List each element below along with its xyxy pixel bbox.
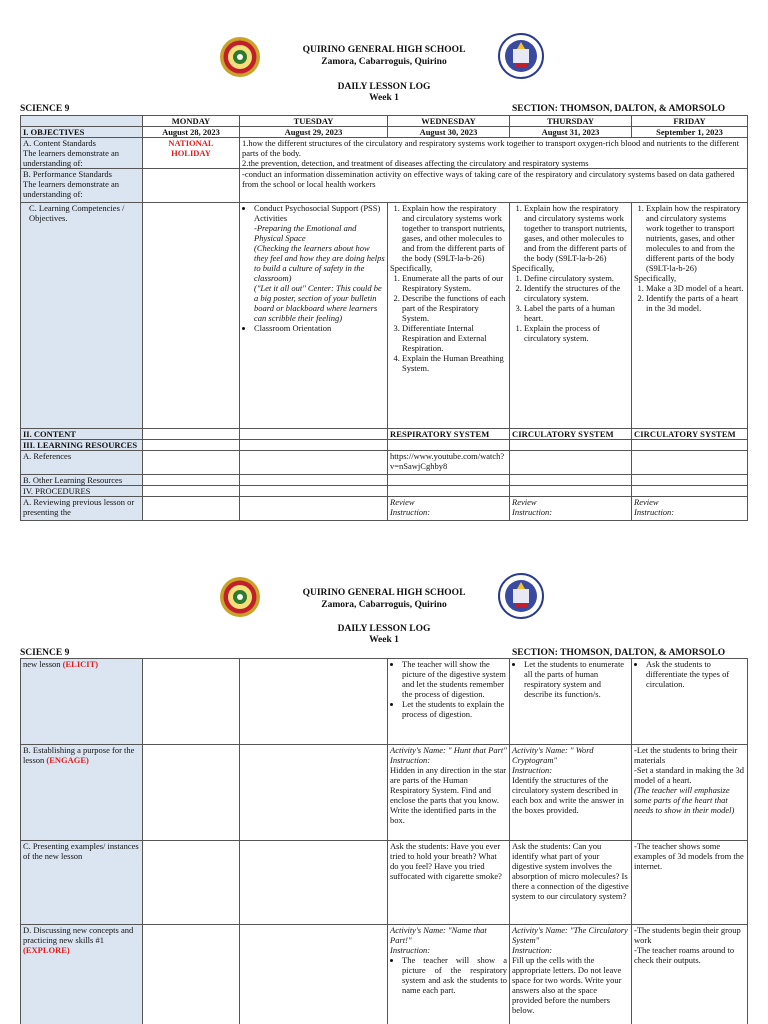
lesson-log-table-page-1 — [20, 115, 748, 521]
day-tuesday: TUESDAY — [240, 116, 388, 127]
elicit-label: new lesson (ELICIT) — [21, 659, 143, 745]
resources-row — [21, 440, 748, 451]
reference-link[interactable]: https://www.youtube.com/watch?v=nSawjCghby8 — [388, 451, 510, 475]
presenting-thursday: Ask the students: Can you identify what part of your digestive system involves the absorption of micro molecules? Is there a connection of the digestive system to our circulatory system? — [510, 841, 632, 925]
content-standards-label: A. Content Standards The learners demonstrate an understanding of: — [21, 138, 143, 169]
explore-row — [21, 925, 748, 1024]
lesson-log-table-page-2 — [20, 658, 748, 1024]
thursday-competencies: 1. Explain how the respiratory and circulatory systems work together to transport nutrients, gases, and other molecules to and from the different parts of the body (S9LT-la-b-26) Specifically, 1. Define circulatory system. 2. Identify the structures of the circulatory system. 3. Label the parts of a human heart. 1. Explain the process of circulatory system. — [510, 203, 632, 429]
day-names-row — [21, 116, 748, 127]
subject-label: SCIENCE 9 — [20, 648, 70, 658]
other-resources-row — [21, 475, 748, 486]
engage-label: B. Establishing a purpose for the lesson (ENGAGE) — [21, 745, 143, 841]
school-name: QUIRINO GENERAL HIGH SCHOOL — [302, 45, 466, 55]
school-address: Zamora, Cabarroguis, Quirino — [321, 57, 447, 67]
engage-friday: -Let the students to bring their materials -Set a standard in making the 3d model of a heart. (The teacher will emphasize some parts of the heart that needs to show in their model) — [632, 745, 748, 841]
presenting-friday: -The teacher shows some examples of 3d models from the internet. — [632, 841, 748, 925]
explore-label: D. Discussing new concepts and practicing new skills #1 (EXPLORE) — [21, 925, 143, 1024]
references-label: A. References — [21, 451, 143, 475]
content-row — [21, 429, 748, 440]
engage-thursday: Activity's Name: " Word Cryptogram" Instruction: Identify the structures of the circulatory system described in each box and write the answer in the boxes provided. — [510, 745, 632, 841]
page-2 — [0, 560, 768, 1024]
friday-competencies: 1. Explain how the respiratory and circulatory systems work together to transport nutrients, gases, and other molecules to and from the different parts of the body (S9LT-la-b-26) Specifically, 1. Make a 3D model of a heart. 2. Identify the parts of a heart in the 3d model. — [632, 203, 748, 429]
week-label: Week 1 — [369, 93, 399, 103]
content-standards-text: 1.how the different structures of the circulatory and respiratory systems work together to transport oxygen-rich blood and nutrients to the different parts of the body. 2.the prevention, detection, and treatment of diseases affecting the circulatory and respiratory systems — [240, 138, 748, 169]
date-thursday: August 31, 2023 — [510, 127, 632, 138]
date-friday: September 1, 2023 — [632, 127, 748, 138]
date-monday: August 28, 2023 — [143, 127, 240, 138]
tuesday-competencies: • Conduct Psychosocial Support (PSS) Activities -Preparing the Emotional and Physical Space (Checking the learners about how they feel and how they are doing helps to build a culture of safety in the classroom) ("Let it all out" Center: This could be a big poster, section of your bulletin board or blackboard where learners can scribble their feeling) • Classroom Orientation — [240, 203, 388, 429]
references-row — [21, 451, 748, 475]
presenting-label: C. Presenting examples/ instances of the new lesson — [21, 841, 143, 925]
elicit-thursday: • Let the students to enumerate all the parts of human respiratory system and describe its function/s. — [510, 659, 632, 745]
procedures-row — [21, 486, 748, 497]
competencies-label: C. Learning Competencies / Objectives. — [21, 203, 143, 429]
content-standards-row — [21, 138, 748, 169]
explore-thursday: Activity's Name: "The Circulatory System" Instruction: Fill up the cells with the appropriate letters. Do not leave space for two words. Write your answers also at the space provided before the numbers below. — [510, 925, 632, 1024]
date-tuesday: August 29, 2023 — [240, 127, 388, 138]
elicit-wednesday: • The teacher will show the picture of the digestive system and let the students remember the process of digestion. • Let the students to explain the process of digestion. — [388, 659, 510, 745]
review-wednesday: Review Instruction: — [388, 497, 510, 521]
national-holiday: NATIONAL HOLIDAY — [143, 138, 240, 169]
objectives-heading: I. OBJECTIVES — [21, 127, 143, 138]
presenting-wednesday: Ask the students: Have you ever tried to hold your breath? What do you feel? Have you tried suffocated with cigarette smoke? — [388, 841, 510, 925]
explore-friday: -The students begin their group work -The teacher roams around to check their outputs. — [632, 925, 748, 1024]
wednesday-competencies: 1. Explain how the respiratory and circulatory systems work together to transport nutrients, gases, and other molecules to and from the different parts of the body (S9LT-la-b-26) Specifically, 1. Enumerate all the parts of our Respiratory System. 2. Describe the functions of each part of the Respiratory System. 3. Differentiate Internal Respiration and External Respiration. 4. Explain the Human Breathing System. — [388, 203, 510, 429]
section-label: SECTION: THOMSON, DALTON, & AMORSOLO — [512, 648, 726, 658]
reviewing-label: A. Reviewing previous lesson or presenting the — [21, 497, 143, 521]
week-label: Week 1 — [369, 635, 399, 645]
engage-wednesday: Activity's Name: " Hunt that Part" Instruction: Hidden in any direction in the star are parts of the Human Respiratory System. Find and enclose the parts that you know. Write the identified parts in the box. — [388, 745, 510, 841]
explore-wednesday: Activity's Name: "Name that Part!" Instruction: • The teacher will show a picture of the respiratory system and ask the students to name each part. — [388, 925, 510, 1024]
content-wednesday: RESPIRATORY SYSTEM — [388, 429, 510, 440]
other-resources-label: B. Other Learning Resources — [21, 475, 143, 486]
content-heading: II. CONTENT — [21, 429, 143, 440]
day-thursday: THURSDAY — [510, 116, 632, 127]
procedures-heading: IV. PROCEDURES — [21, 486, 143, 497]
performance-standards-row — [21, 169, 748, 203]
reviewing-row — [21, 497, 748, 521]
presenting-row — [21, 841, 748, 925]
date-wednesday: August 30, 2023 — [388, 127, 510, 138]
document-title: DAILY LESSON LOG — [337, 624, 431, 634]
review-friday: Review Instruction: — [632, 497, 748, 521]
elicit-row — [21, 659, 748, 745]
performance-standards-label: B. Performance Standards The learners demonstrate an understanding of: — [21, 169, 143, 203]
engage-row — [21, 745, 748, 841]
elicit-friday: • Ask the students to differentiate the types of circulation. — [632, 659, 748, 745]
performance-standards-text: -conduct an information dissemination activity on effective ways of taking care of the respiratory and circulatory systems based on data gathered from the school or local health workers — [240, 169, 748, 203]
day-friday: FRIDAY — [632, 116, 748, 127]
content-thursday: CIRCULATORY SYSTEM — [510, 429, 632, 440]
resources-heading: III. LEARNING RESOURCES — [21, 440, 143, 451]
section-label: SECTION: THOMSON, DALTON, & AMORSOLO — [512, 104, 726, 114]
day-wednesday: WEDNESDAY — [388, 116, 510, 127]
content-friday: CIRCULATORY SYSTEM — [632, 429, 748, 440]
document-title: DAILY LESSON LOG — [337, 82, 431, 92]
review-thursday: Review Instruction: — [510, 497, 632, 521]
competencies-row — [21, 203, 748, 429]
dates-row — [21, 127, 748, 138]
school-address: Zamora, Cabarroguis, Quirino — [321, 600, 447, 610]
day-monday: MONDAY — [143, 116, 240, 127]
school-name: QUIRINO GENERAL HIGH SCHOOL — [302, 588, 466, 598]
subject-label: SCIENCE 9 — [20, 104, 70, 114]
